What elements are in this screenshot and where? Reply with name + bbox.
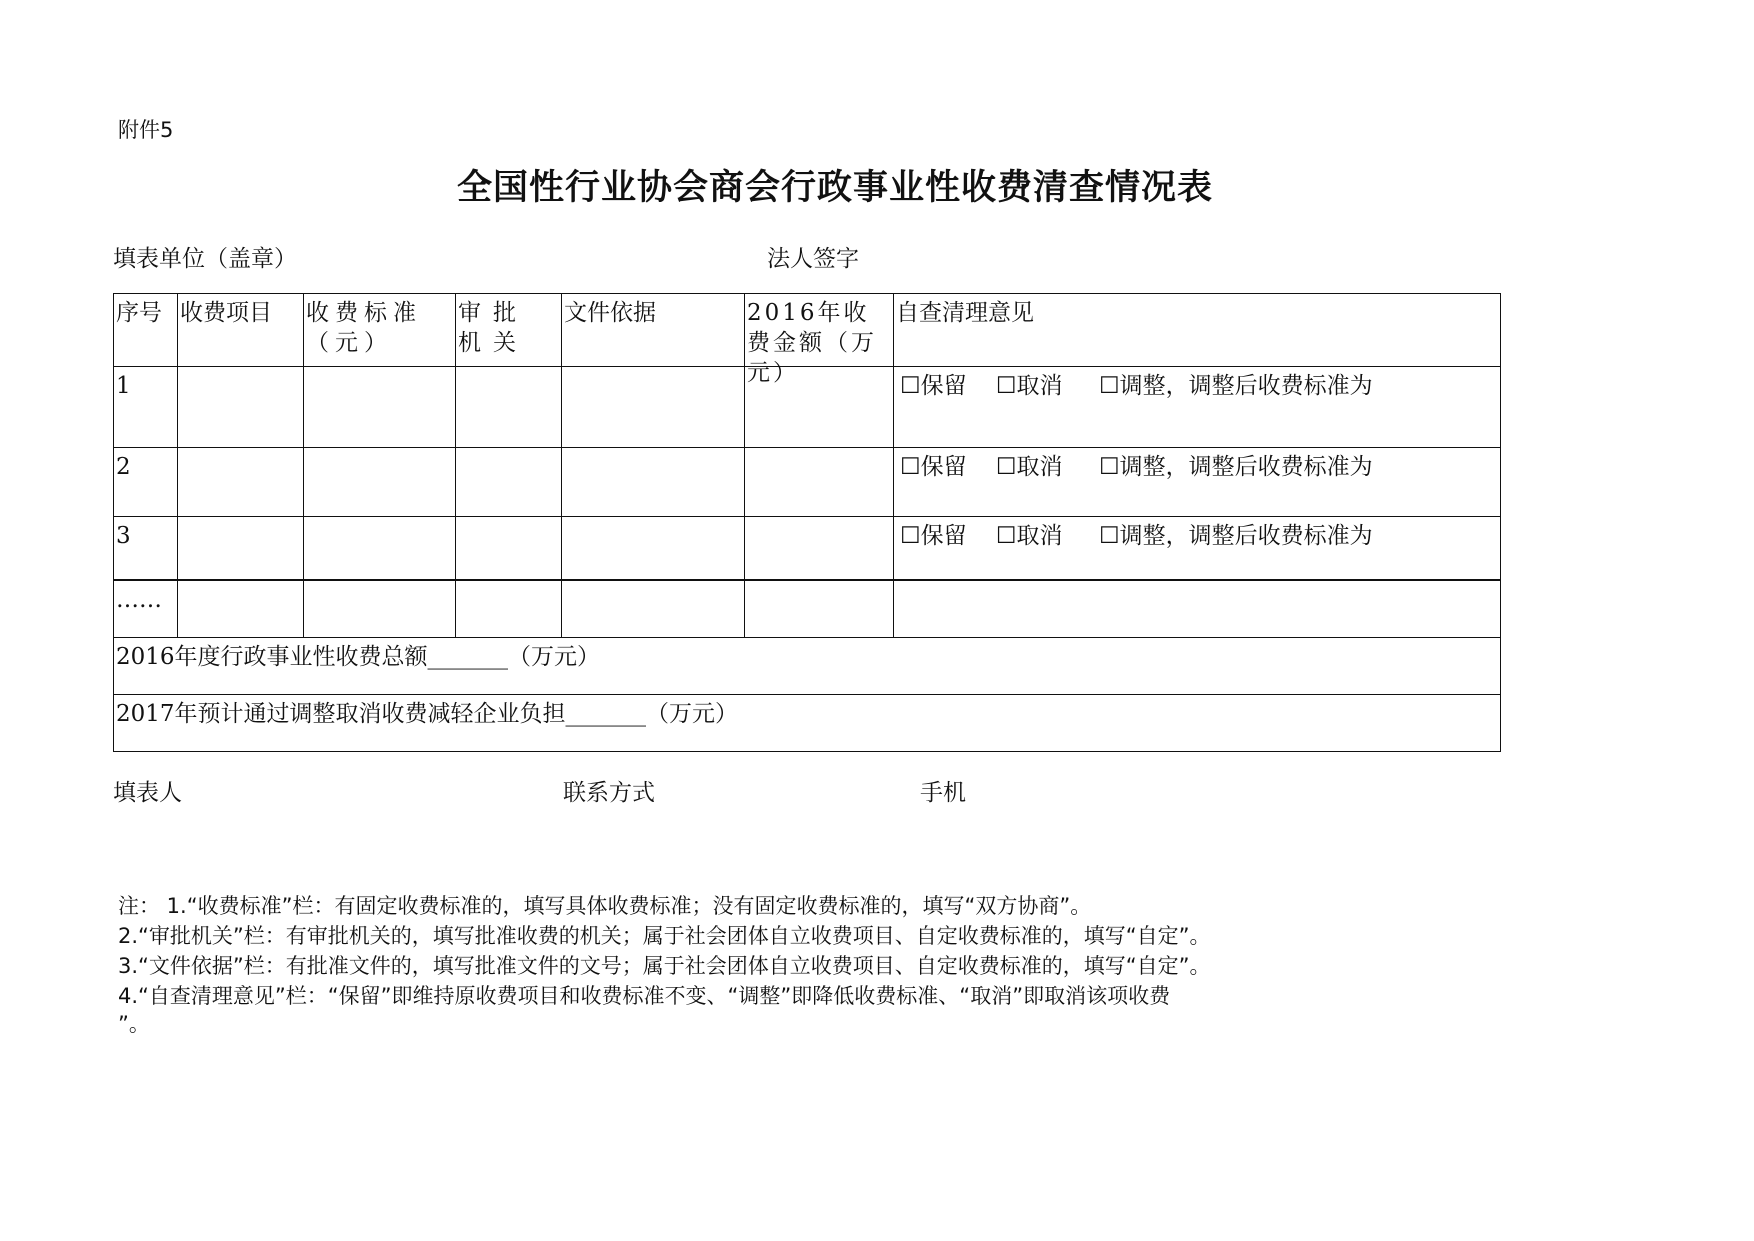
- fee-item-cell[interactable]: [178, 367, 304, 448]
- fee-standard-cell[interactable]: [304, 580, 456, 638]
- amount-2016-cell[interactable]: [745, 580, 894, 638]
- document-basis-cell[interactable]: [562, 448, 745, 517]
- note-line-4-continued: ”。: [118, 1012, 150, 1036]
- document-basis-cell[interactable]: [562, 367, 745, 448]
- reduce-2017-row: [114, 695, 1501, 752]
- approval-authority-cell[interactable]: [456, 580, 562, 638]
- total-2016-cell[interactable]: 2016年度行政事业性收费总额_______（万元）: [114, 638, 1501, 695]
- amount-2016-cell[interactable]: [745, 517, 894, 581]
- total-2016-row: [114, 638, 1501, 695]
- document-basis-cell[interactable]: [562, 517, 745, 581]
- attachment-label: 附件5: [118, 118, 174, 142]
- filler-label: 填表人: [113, 780, 182, 806]
- mobile-label: 手机: [920, 780, 966, 806]
- fee-standard-cell[interactable]: [304, 367, 456, 448]
- header-no: 序号: [114, 294, 178, 367]
- approval-authority-cell[interactable]: [456, 367, 562, 448]
- opinion-cell[interactable]: ☐保留 ☐取消 ☐调整，调整后收费标准为: [894, 517, 1501, 581]
- table-row: [114, 448, 1501, 517]
- table-header-row: [114, 294, 1501, 367]
- amount-2016-cell[interactable]: [745, 448, 894, 517]
- fee-item-cell[interactable]: [178, 448, 304, 517]
- fee-inventory-table: [113, 293, 1501, 752]
- fee-standard-cell[interactable]: [304, 448, 456, 517]
- opinion-cell[interactable]: [894, 580, 1501, 638]
- fee-standard-cell[interactable]: [304, 517, 456, 581]
- row-no: 2: [114, 448, 178, 517]
- header-document-basis: 文件依据: [562, 294, 745, 367]
- opinion-cell[interactable]: ☐保留 ☐取消 ☐调整，调整后收费标准为: [894, 448, 1501, 517]
- note-line-3: 3.“文件依据”栏：有批准文件的，填写批准文件的文号；属于社会团体自立收费项目、自定收费标准的，填写“自定”。: [118, 954, 1211, 978]
- row-no: 3: [114, 517, 178, 581]
- header-approval-authority: 审批机关: [456, 294, 562, 367]
- header-2016-amount: 2016年收费金额（万元）: [745, 294, 894, 367]
- opinion-cell[interactable]: ☐保留 ☐取消 ☐调整，调整后收费标准为: [894, 367, 1501, 448]
- fee-item-cell[interactable]: [178, 580, 304, 638]
- header-fee-item: 收费项目: [178, 294, 304, 367]
- fee-item-cell[interactable]: [178, 517, 304, 581]
- header-self-check-opinion: 自查清理意见: [894, 294, 1501, 367]
- note-line-1: 注： 1.“收费标准”栏：有固定收费标准的，填写具体收费标准；没有固定收费标准的，填写“双方协商”。: [118, 894, 1092, 918]
- contact-label: 联系方式: [563, 780, 655, 806]
- note-line-4: 4.“自查清理意见”栏：“保留”即维持原收费项目和收费标准不变、“调整”即降低收费标准、“取消”即取消该项收费: [118, 984, 1171, 1008]
- approval-authority-cell[interactable]: [456, 448, 562, 517]
- row-no: 1: [114, 367, 178, 448]
- table-row: [114, 517, 1501, 581]
- row-no: ……: [114, 580, 178, 638]
- document-basis-cell[interactable]: [562, 580, 745, 638]
- filling-unit-label: 填表单位（盖章）: [113, 246, 297, 272]
- table-row: [114, 367, 1501, 448]
- note-line-2: 2.“审批机关”栏：有审批机关的，填写批准收费的机关；属于社会团体自立收费项目、自定收费标准的，填写“自定”。: [118, 924, 1211, 948]
- approval-authority-cell[interactable]: [456, 517, 562, 581]
- header-fee-standard: 收费标准（元）: [304, 294, 456, 367]
- page-title: 全国性行业协会商会行政事业性收费清查情况表: [456, 167, 1213, 208]
- legal-signature-label: 法人签字: [767, 246, 859, 272]
- reduce-2017-cell[interactable]: 2017年预计通过调整取消收费减轻企业负担_______（万元）: [114, 695, 1501, 752]
- table-row: [114, 580, 1501, 638]
